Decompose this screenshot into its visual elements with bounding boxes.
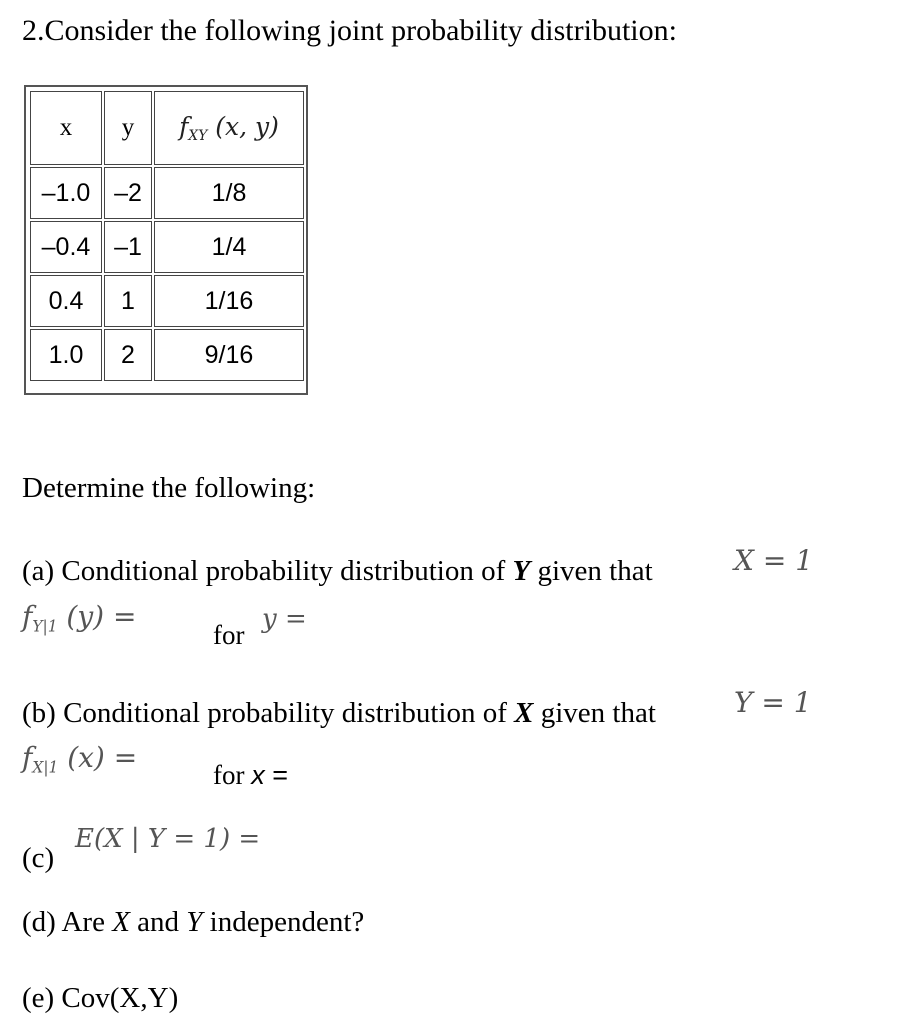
part-a-condition: X = 1 bbox=[734, 544, 814, 577]
cell-f: 9/16 bbox=[154, 329, 304, 381]
part-a-f-symbol: f bbox=[22, 600, 33, 633]
part-d-and: and bbox=[129, 906, 187, 938]
cell-x: –0.4 bbox=[30, 221, 102, 273]
cell-f: 1/4 bbox=[154, 221, 304, 273]
cell-x: 0.4 bbox=[30, 275, 102, 327]
part-d-x: X bbox=[112, 906, 130, 938]
table-row bbox=[30, 329, 304, 381]
part-b-for-variable: x bbox=[251, 760, 265, 790]
header-f-subscript: XY bbox=[188, 127, 208, 144]
part-b-f-subscript: X|1 bbox=[32, 758, 59, 777]
table-row bbox=[30, 221, 304, 273]
part-a-f-args: (y) = bbox=[66, 600, 137, 633]
part-d-y: Y bbox=[186, 906, 203, 938]
part-d-rest: independent? bbox=[202, 906, 365, 938]
cell-y: –2 bbox=[104, 167, 152, 219]
part-c-expectation: E(X | Y = 1) = bbox=[75, 824, 261, 854]
part-b-given: given that bbox=[533, 697, 656, 729]
cell-x: 1.0 bbox=[30, 329, 102, 381]
part-a-label: (a) Conditional probability distribution of bbox=[22, 555, 513, 587]
part-b-f-symbol: f bbox=[22, 741, 33, 774]
cell-f: 1/8 bbox=[154, 167, 304, 219]
part-a-f-subscript: Y|1 bbox=[32, 617, 58, 636]
part-b-question bbox=[22, 697, 656, 730]
joint-distribution-table bbox=[24, 85, 308, 395]
part-d-question bbox=[22, 906, 364, 939]
cell-y: 2 bbox=[104, 329, 152, 381]
part-b-for bbox=[213, 760, 288, 791]
part-a-variable: Y bbox=[512, 555, 531, 587]
problem-title: 2.Consider the following joint probability distribution: bbox=[22, 14, 677, 47]
part-a-for: for bbox=[213, 620, 245, 650]
cell-x: –1.0 bbox=[30, 167, 102, 219]
part-d-label: (d) Are bbox=[22, 906, 113, 938]
part-b-condition: Y = 1 bbox=[734, 686, 812, 719]
part-b-function bbox=[22, 741, 137, 776]
header-f-args: (x, y) bbox=[215, 112, 279, 142]
header-f-symbol: f bbox=[179, 112, 189, 142]
cell-y: –1 bbox=[104, 221, 152, 273]
part-b-f-args: (x) = bbox=[67, 741, 138, 774]
determine-heading: Determine the following: bbox=[22, 472, 316, 504]
header-y: y bbox=[104, 91, 152, 165]
part-a-given: given that bbox=[530, 555, 653, 587]
table-grid bbox=[28, 89, 306, 383]
part-b-variable: X bbox=[514, 697, 534, 729]
part-b-label: (b) Conditional probability distribution of bbox=[22, 697, 515, 729]
table-row bbox=[30, 275, 304, 327]
cell-f: 1/16 bbox=[154, 275, 304, 327]
header-fxy bbox=[154, 91, 304, 165]
part-e-question: (e) Cov(X,Y) bbox=[22, 982, 179, 1014]
part-a-function bbox=[22, 600, 136, 635]
part-a-question bbox=[22, 555, 653, 588]
header-x: x bbox=[30, 91, 102, 165]
cell-y: 1 bbox=[104, 275, 152, 327]
part-a-for-math: y = bbox=[262, 604, 307, 634]
part-b-for-text: for bbox=[213, 760, 252, 790]
part-b-for-equals: = bbox=[264, 760, 289, 790]
part-c-label: (c) bbox=[22, 842, 55, 874]
table-row bbox=[30, 167, 304, 219]
